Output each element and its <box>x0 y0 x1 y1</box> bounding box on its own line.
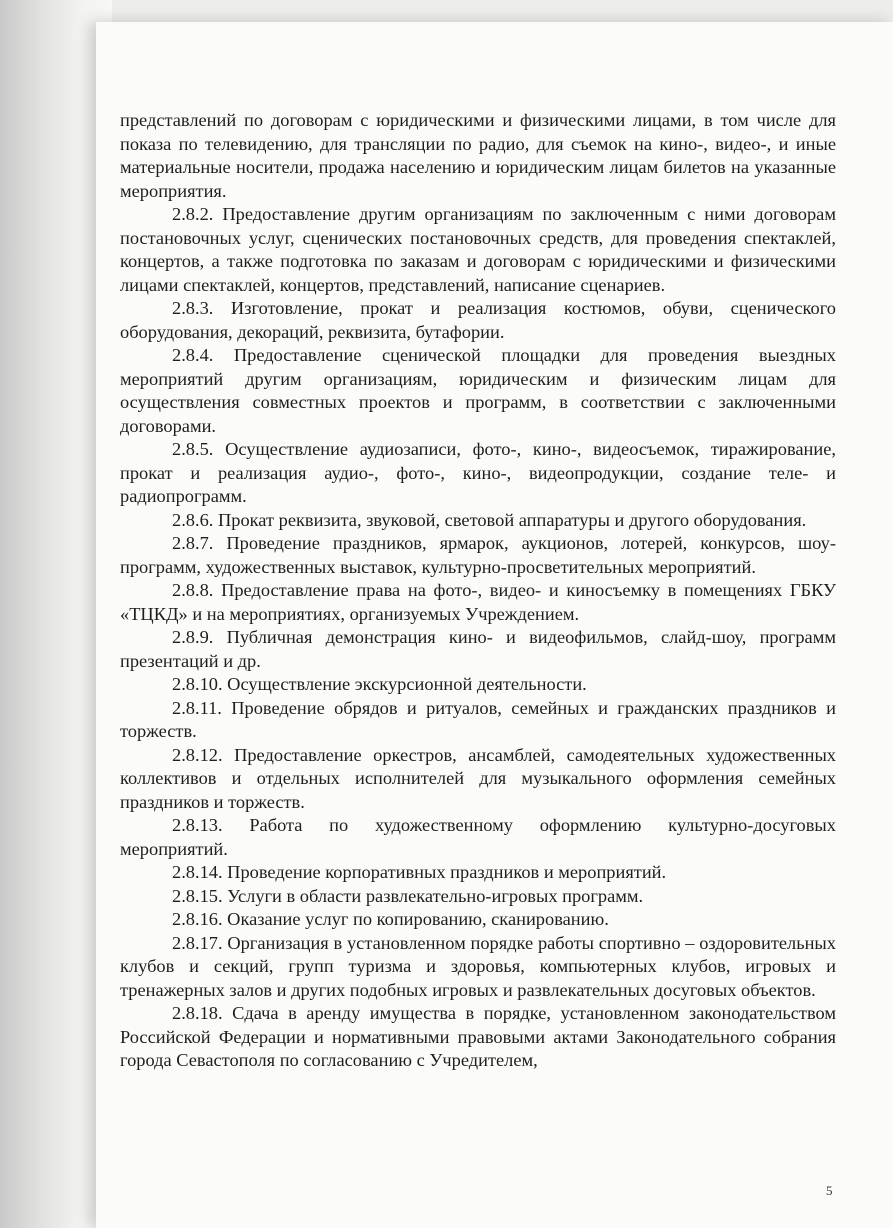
paragraph-continuation: представлений по договорам с юридическими и физическими лицами, в том числе для показа по телевидению, для трансляции по радио, для съемок на кино-, видео-, и иные материальные носители, продажа населению и юридическим лицам билетов на указанные мероприятия. <box>120 110 836 201</box>
paragraph-2-8-7: 2.8.7. Проведение праздников, ярмарок, аукционов, лотерей, конкурсов, шоу- программ, художественных выставок, культурно-просветительных мероприятий. <box>120 533 836 577</box>
paragraph-2-8-9: 2.8.9. Публичная демонстрация кино- и видеофильмов, слайд-шоу, программ презентаций и др. <box>120 627 836 671</box>
document-body <box>120 109 836 1073</box>
paragraph-2-8-5: 2.8.5. Осуществление аудиозаписи, фото-, кино-, видеосъемок, тиражирование, прокат и реализация аудио-, фото-, кино-, видеопродукции, создание теле- и радиопрограмм. <box>120 439 836 506</box>
page-number: 5 <box>826 1183 833 1198</box>
paragraph-2-8-6: 2.8.6. Прокат реквизита, звуковой, световой аппаратуры и другого оборудования. <box>172 509 807 530</box>
paragraph-2-8-16: 2.8.16. Оказание услуг по копированию, сканированию. <box>172 909 609 929</box>
paragraph-2-8-3: 2.8.3. Изготовление, прокат и реализация костюмов, обуви, сценического оборудования, декораций, реквизита, бутафории. <box>120 298 836 342</box>
paragraph-2-8-12: 2.8.12. Предоставление оркестров, ансамблей, самодеятельных художественных коллективов и отдельных исполнителей для музыкального оформления семейных праздников и торжеств. <box>120 744 836 812</box>
paragraph-2-8-4: 2.8.4. Предоставление сценической площадки для проведения выездных мероприятий другим организациям, юридическим и физическим лицам для осуществления совместных проектов и программ, в соответствии с заключенными договорами. <box>120 345 836 436</box>
paragraph-2-8-18: 2.8.18. Сдача в аренду имущества в порядке, установленном законодательством Российской Федерации и нормативными правовыми актами Законодательного собрания города Севастополя по согласованию с Учредителем, <box>120 1003 836 1070</box>
paragraph-2-8-2: 2.8.2. Предоставление другим организациям по заключенным с ними договорам постановочных услуг, сценических постановочных средств, для проведения спектаклей, концертов, а также подготовка по заказам и договорам с юридическими и физическими лицами спектаклей, концертов, представлений, написание сценариев. <box>120 204 836 295</box>
paragraph-2-8-10: 2.8.10. Осуществление экскурсионной деятельности. <box>172 674 587 694</box>
paragraph-2-8-17: 2.8.17. Организация в установленном порядке работы спортивно – оздоровительных клубов и секций, групп туризма и здоровья, компьютерных клубов, игровых и тренажерных залов и других подобных игровых и развлекательных досуговых объектов. <box>120 932 836 1000</box>
paragraph-2-8-8: 2.8.8. Предоставление права на фото-, видео- и киносъемку в помещениях ГБКУ «ТЦКД» и на мероприятиях, организуемых Учреждением. <box>120 580 836 624</box>
paragraph-2-8-13: 2.8.13. Работа по художественному оформлению культурно-досуговых мероприятий. <box>120 815 836 859</box>
paragraph-2-8-14: 2.8.14. Проведение корпоративных праздников и мероприятий. <box>172 862 667 882</box>
paragraph-2-8-11: 2.8.11. Проведение обрядов и ритуалов, семейных и гражданских праздников и торжеств. <box>120 697 836 741</box>
paragraph-2-8-15: 2.8.15. Услуги в области развлекательно-игровых программ. <box>172 885 644 906</box>
